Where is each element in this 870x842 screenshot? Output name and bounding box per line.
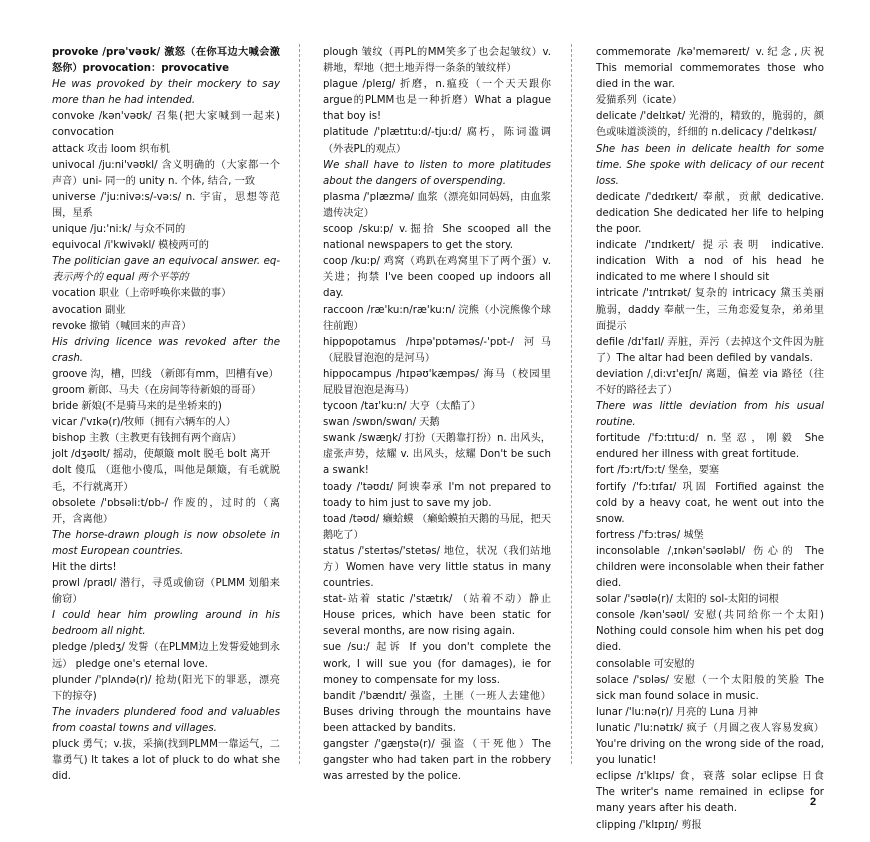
text-column-2 [323,45,551,785]
vocab-entry: The invaders plundered food and valuables from coastal towns and villages. [52,706,280,734]
vocab-entry: stat-站着 static /'stætɪk/ （站着不动）静止 House prices, which have been static for several months, are now rising again. [323,594,551,638]
vocab-entry: hippopotamus /hɪpə'pɒtəməs/-'pɒt-/ 河马（屁股冒泡泡的是河马） [323,336,551,364]
page-number: 2 [810,796,817,808]
vocab-entry: fortify /'fɔ:tɪfaɪ/ 巩固 Fortified against the cold by a heavy coat, he went out into the snow. [596,481,824,525]
vocab-entry: There was little deviation from his usual routine. [596,401,824,429]
vocab-entry: inconsolable /ˌɪnkən'səʊləbl/ 伤心的 The children were inconsolable when their father died. [596,545,824,590]
vocab-entry: consolable 可安慰的 [596,658,695,670]
vocab-entry: vocation 职业（上帝呼唤你来做的事） [52,288,232,300]
vocab-entry: lunatic /'lu:nətɪk/ 疯子（月圆之夜人容易发疯）You're driving on the wrong side of the road, you lunatic! [596,722,824,767]
vocab-entry: scoop /sku:p/ v.掘拾 She scooped all the national newspapers to get the story. [323,224,551,252]
vocab-entry: defile /dɪ'faɪl/ 弄脏，弄污（去掉这个文件因为脏了）The altar had been defiled by vandals. [596,336,824,364]
vocab-entry: fortitude /'fɔ:tɪtu:d/ n.坚忍，刚毅 She endured her illness with great fortitude. [596,433,824,461]
vocab-entry: platitude /'plætɪtu:d/-tju:d/ 腐朽，陈词滥调（外表PL的观点） [323,127,551,155]
vocab-entry: attack 攻击 loom 织布机 [52,143,170,155]
column-divider [571,44,572,764]
vocab-entry: groove 沟，槽，凹线 （新郎有mm，凹槽有ve） [52,368,279,380]
vocab-entry: sue /su:/ 起诉 If you don't complete the work, I will sue you (for damages), ie for money to compensate for my loss. [323,642,551,686]
vocab-entry: status /'steɪtəs/'stetəs/ 地位，状况（我们站地方）Women have very little status in many countries. [323,545,551,590]
vocab-entry: fort /fɔ:rt/fɔ:t/ 堡垒，要塞 [596,465,720,477]
vocab-entry: provoke /prə'vəʊk/ 激怒（在你耳边大喊会激怒你）provocation：provocative [52,47,280,75]
vocab-entry: bandit /'bændɪt/ 强盗，土匪（一班人去建他）Buses driving through the mountains have been attacked by bandits. [323,690,551,734]
column-divider [299,44,300,764]
vocab-entry: commemorate /kə'meməreɪt/ v.纪念,庆祝 This memorial commemorates those who died in the war. [596,47,824,91]
vocab-entry: bride 新娘(不是骑马来的是坐轿来的) [52,401,222,413]
vocab-entry: indicate /'ɪndɪkeɪt/ 提示表明 indicative. indication With a nod of his head he indicated to me where I should sit [596,240,824,284]
text-column-3 [596,45,824,834]
vocab-entry: plough 皱纹（再PL的MM笑多了也会起皱纹）v.耕地，犁地（把土地弄得一条条的皱纹样） [323,47,551,75]
vocab-entry: The politician gave an equivocal answer. eq- 表示两个的 equal 两个平等的 [52,256,280,284]
vocab-entry: His driving licence was revoked after the crash. [52,336,280,364]
vocab-entry: solar /'səʊlə(r)/ 太阳的 sol-太阳的词根 [596,594,779,606]
vocab-entry: raccoon /ræ'ku:n/ræ'ku:n/ 浣熊（小浣熊像个球往前跑） [323,304,551,332]
vocab-entry: console /kən'səʊl/ 安慰(共同给你一个太阳) Nothing could console him when his pet dog died. [596,610,824,654]
vocab-entry: plasma /'plæzmə/ 血浆（漂亮如同妈妈，由血浆遗传决定） [323,191,551,219]
vocab-entry: hippocampus /hɪpəʊ'kæmpəs/ 海马（校园里屁股冒泡泡是海马） [323,368,551,396]
vocab-entry: pluck 勇气；v.拔，采摘(找到PLMM一靠运气，二靠勇气) It takes a lot of pluck to do what she did. [52,739,280,783]
vocab-entry: pledge /pledʒ/ 发誓（在PLMM边上发誓爱她到永远） pledge one's eternal love. [52,642,280,670]
vocab-entry: tycoon /taɪ'ku:n/ 大亨（太酷了） [323,401,481,413]
vocab-entry: dolt 傻瓜 （逛他小傻瓜，叫他是颠簸，有毛就脱毛，不行就离开） [52,465,280,493]
vocab-entry: swan /swɒn/swɑn/ 天鹅 [323,417,440,429]
vocab-entry: Hit the dirts! [52,562,117,573]
vocab-entry: eclipse /ɪ'klɪps/ 食，衰落 solar eclipse 日食 The writer's name remained in eclipse for many years after his death. [596,771,824,815]
vocab-entry: I could hear him prowling around in his bedroom all night. [52,610,280,638]
vocab-entry: dedicate /'dedɪkeɪt/ 奉献，贡献 dedicative. dedication She dedicated her life to helping the poor. [596,191,824,236]
vocab-entry: lunar /'lu:nə(r)/ 月亮的 Luna 月神 [596,706,758,718]
vocab-entry: vicar /'vɪkə(r)/牧师（拥有六辆车的人） [52,417,236,429]
vocab-entry: delicate /'delɪkət/ 光滑的，精致的，脆弱的，颜色或味道淡淡的，纤细的 n.delicacy /'delɪkəsɪ/ [596,111,824,139]
vocab-entry: The horse-drawn plough is now obsolete in most European countries. [52,529,280,557]
vocab-entry: convoke /kən'vəʊk/ 召集(把大家喊到一起来) convocation [52,111,280,139]
vocab-entry: We shall have to listen to more platitudes about the dangers of overspending. [323,159,551,187]
vocab-entry: revoke 撤销（喊回来的声音） [52,320,192,332]
vocab-entry: obsolete /'ɒbsəli:t/ɒb-/ 作废的，过时的（离开，含离他） [52,497,280,525]
vocab-entry: avocation 副业 [52,304,126,316]
vocab-entry: bishop 主教（主教更有钱拥有两个商店） [52,433,242,445]
text-column-1 [52,45,280,785]
vocab-entry: universe /'ju:nivə:s/-və:s/ n. 宇宙，思想等范围，星系 [52,191,280,219]
vocab-entry: plague /pleɪg/ 折磨，n.瘟疫（一个天天跟你argue的PLMM也是一种折磨）What a plague that boy is! [323,79,551,123]
vocab-entry: He was provoked by their mockery to say more than he had intended. [52,79,280,107]
vocab-entry: toad /təʊd/ 癞蛤蟆 （癞蛤蟆拍天鹅的马屁，把天鹅吃了） [323,513,551,541]
vocab-entry: jolt /dʒəʊlt/ 摇动，使颠簸 molt 脱毛 bolt 离开 [52,449,271,461]
vocab-entry: unique /ju:'ni:k/ 与众不同的 [52,224,186,236]
vocab-entry: coop /ku:p/ 鸡窝（鸡趴在鸡窝里下了两个蛋）v. 关进；拘禁 I've been cooped up indoors all day. [323,256,551,300]
vocab-entry: She has been in delicate health for some time. She spoke with delicacy of our recent loss. [596,143,824,187]
vocab-entry: prowl /praʊl/ 潜行，寻觅或偷窃（PLMM 划船来偷窃） [52,578,280,606]
vocab-entry: gangster /'gæŋstə(r)/ 强盗（干死他）The gangster who had taken part in the robbery was arrested by the police. [323,739,551,783]
vocab-entry: deviation /ˌdi:vɪ'eɪʃn/ 离题，偏差 via 路径（往不好的路径去了） [596,368,824,396]
vocab-entry: plunder /'plʌndə(r)/ 抢劫(阳光下的罪恶，漂亮下的掠夺) [52,674,280,702]
vocab-entry: equivocal /i'kwivəkl/ 模棱两可的 [52,240,209,252]
vocab-entry: groom 新郎、马夫（在房间等待新娘的哥哥） [52,384,262,396]
vocab-entry: univocal /ju:ni'vəʊkl/ 含义明确的（大家都一个声音）uni- 同一的 unity n. 个体, 结合, 一致 [52,159,280,187]
vocab-entry: solace /'sɒləs/ 安慰（一个太阳般的笑脸 The sick man found solace in music. [596,674,824,702]
vocab-entry: clipping /'klɪpɪŋ/ 剪报 [596,819,702,831]
vocab-entry: 爱猫系列（icate） [596,95,683,107]
vocab-entry: swank /swæŋk/ 打扮（天鹅靠打扮）n. 出风头，虚张声势，炫耀 v. 出风头，炫耀 Don't be such a swank! [323,433,551,477]
vocab-entry: fortress /'fɔ:trəs/ 城堡 [596,529,704,541]
vocab-entry: intricate /'ɪntrɪkət/ 复杂的 intricacy 黛玉美丽脆弱，daddy 奉献一生，三角恋爱复杂，弟弟里面提示 [596,288,824,332]
vocab-entry: toady /'təʊdɪ/ 阿谀奉承 I'm not prepared to toady to him just to save my job. [323,481,551,509]
